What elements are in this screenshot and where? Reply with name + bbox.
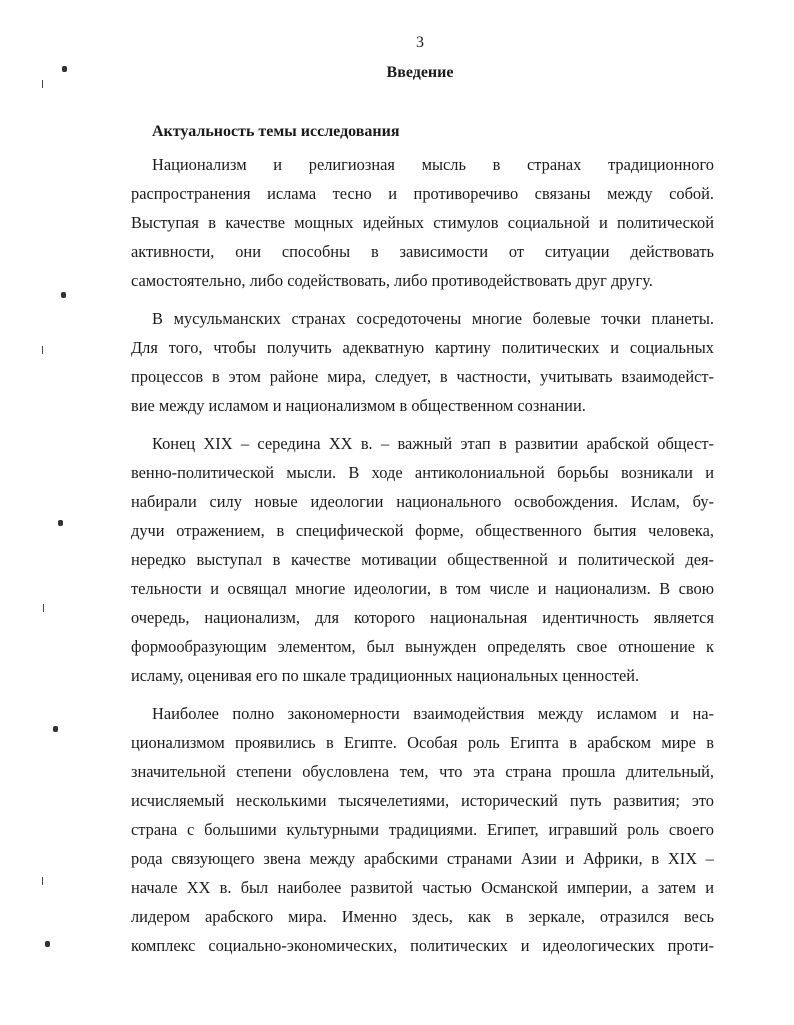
text-line: начале XX в. был наиболее развитой частью Османской империи, а затем и <box>131 878 714 897</box>
scan-speck-icon <box>45 941 50 947</box>
text-line: значительной степени обусловлена тем, что эта страна прошла длительный, <box>131 762 714 781</box>
scan-speck-icon <box>42 80 43 88</box>
text-line: В мусульманских странах сосредоточены многие болевые точки планеты. <box>152 309 714 328</box>
scan-speck-icon <box>58 520 63 526</box>
text-line: исчисляемый несколькими тысячелетиями, исторический путь развития; это <box>131 791 714 810</box>
text-line: дучи отражением, в специфической форме, общественного бытия человека, <box>131 521 714 540</box>
body-text <box>131 150 714 969</box>
text-line: рода связующего звена между арабскими странами Азии и Африки, в XIX – <box>131 849 714 868</box>
scan-speck-icon <box>43 604 44 612</box>
text-line: исламу, оценивая его по шкале традиционных национальных ценностей. <box>131 666 640 685</box>
text-line: Конец XIX – середина XX в. – важный этап в развитии арабской общест- <box>152 434 714 453</box>
text-line: самостоятельно, либо содействовать, либо противодействовать друг другу. <box>131 271 653 290</box>
text-line: распространения ислама тесно и противоречиво связаны между собой. <box>131 184 714 203</box>
paragraph <box>131 150 714 295</box>
page-title: Введение <box>386 64 454 81</box>
text-line: Для того, чтобы получить адекватную картину политических и социальных <box>131 338 714 357</box>
text-line: лидером арабского мира. Именно здесь, как в зеркале, отразился весь <box>131 907 714 926</box>
paragraph <box>131 304 714 420</box>
text-line: формообразующим элементом, был вынужден определять свое отношение к <box>131 637 714 656</box>
text-line: Выступая в качестве мощных идейных стимулов социальной и политической <box>131 213 714 232</box>
scan-speck-icon <box>62 66 67 72</box>
text-line: венно-политической мысли. В ходе антиколониальной борьбы возникали и <box>131 463 714 482</box>
text-line: процессов в этом районе мира, следует, в частности, учитывать взаимодейст- <box>131 367 714 386</box>
section-heading: Актуальность темы исследования <box>152 123 400 140</box>
text-line: ционализмом проявились в Египте. Особая роль Египта в арабском мире в <box>131 733 714 752</box>
scan-speck-icon <box>53 726 58 732</box>
text-line: Наиболее полно закономерности взаимодействия между исламом и на- <box>152 704 714 723</box>
text-line: нередко выступал в качестве мотивации общественной и политической дея- <box>131 550 714 569</box>
text-line: активности, они способны в зависимости от ситуации действовать <box>131 242 714 261</box>
scan-speck-icon <box>61 292 66 298</box>
text-line: Национализм и религиозная мысль в странах традиционного <box>152 155 714 174</box>
paragraph <box>131 429 714 690</box>
text-line: очередь, национализм, для которого национальная идентичность является <box>131 608 714 627</box>
page-number: 3 <box>416 34 424 51</box>
scan-speck-icon <box>42 346 43 354</box>
text-line: страна с большими культурными традициями. Египет, игравший роль своего <box>131 820 714 839</box>
text-line: набирали силу новые идеологии национального освобождения. Ислам, бу- <box>131 492 714 511</box>
text-line: тельности и освящал многие идеологии, в том числе и национализм. В свою <box>131 579 714 598</box>
paragraph <box>131 699 714 960</box>
scan-speck-icon <box>42 877 43 885</box>
text-line: комплекс социально-экономических, политических и идеологических проти- <box>131 936 714 955</box>
text-line: вие между исламом и национализмом в общественном сознании. <box>131 396 586 415</box>
